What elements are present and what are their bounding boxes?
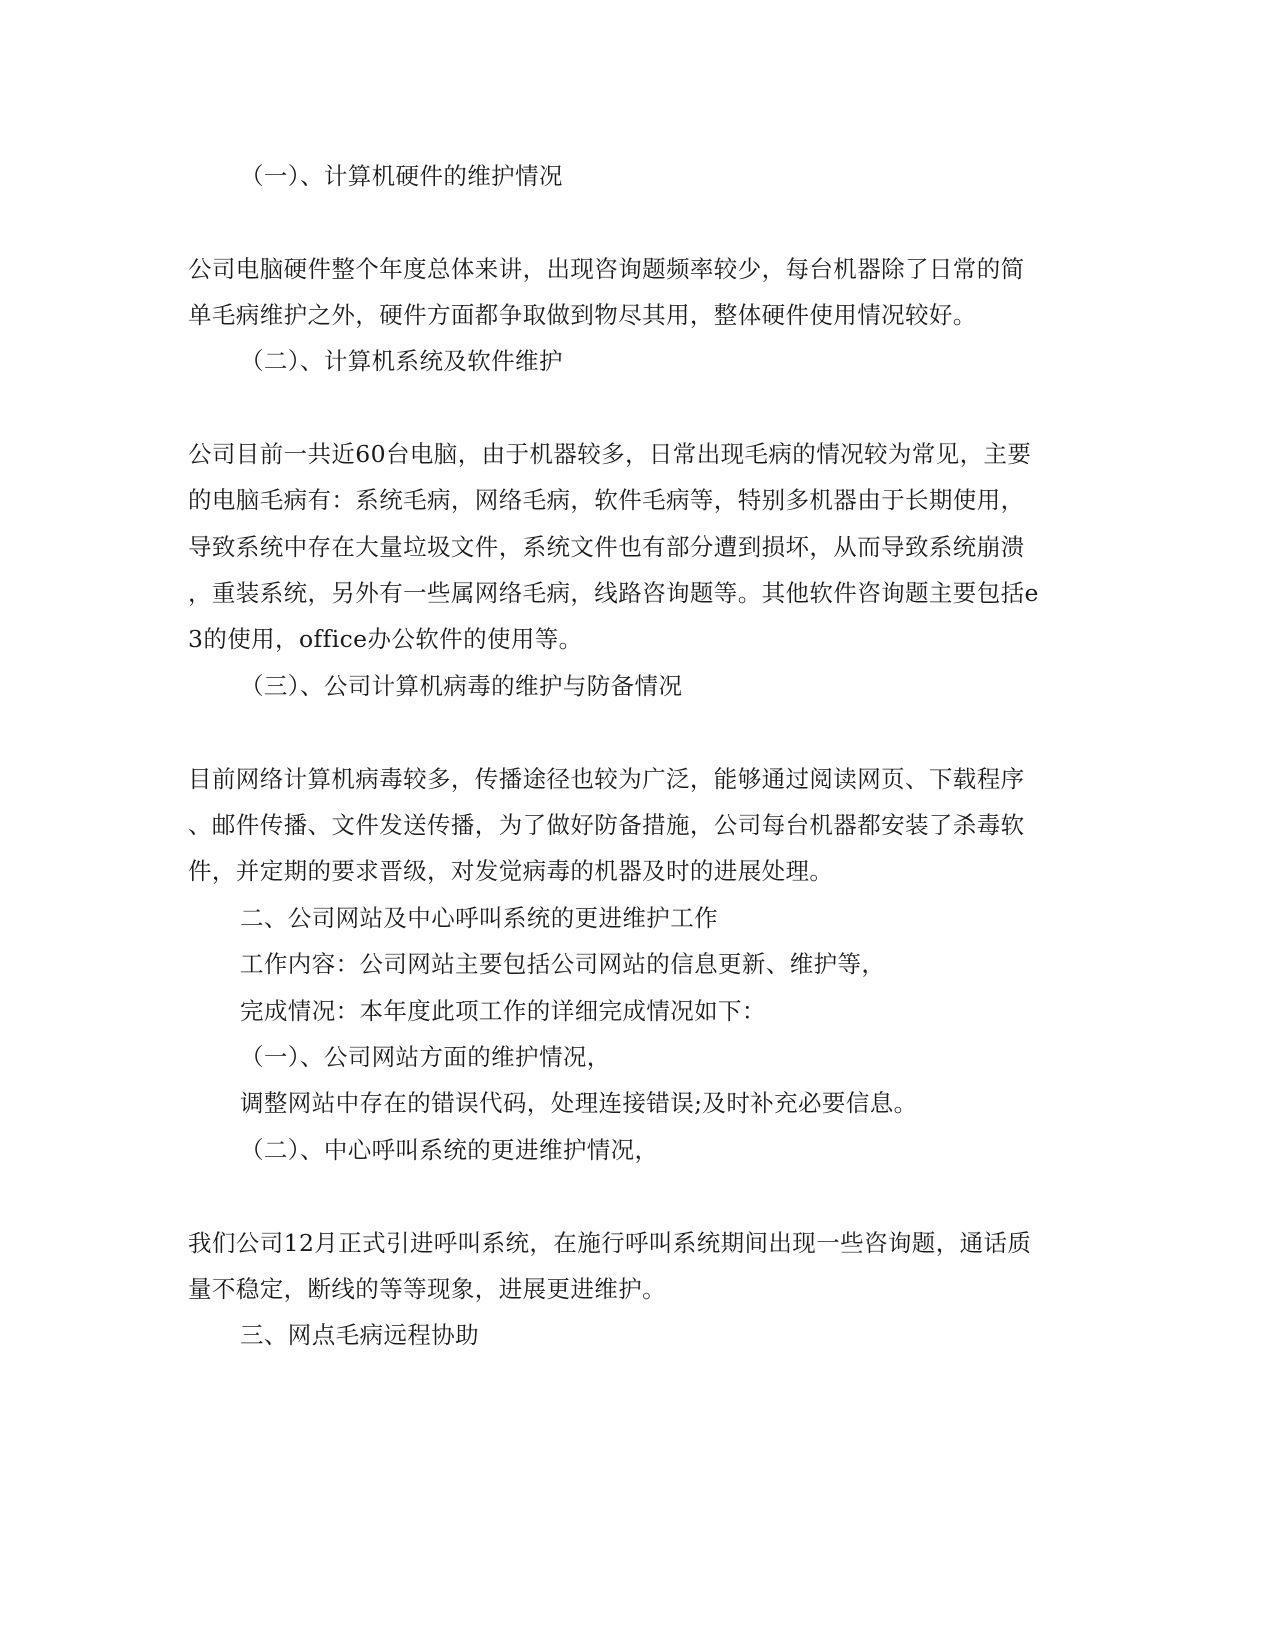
section-heading-remote: 三、网点毛病远程协助	[240, 1321, 479, 1349]
subsection-heading-callcenter: （二）、中心呼叫系统的更进维护情况，	[240, 1136, 659, 1164]
paragraph-line: 调整网站中存在的错误代码，处理连接错误;及时补充必要信息。	[240, 1089, 918, 1117]
section-heading-website: 二、公司网站及中心呼叫系统的更进维护工作	[240, 904, 718, 932]
paragraph-line: 件，并定期的要求晋级，对发觉病毒的机器及时的进展处理。	[188, 857, 834, 885]
section-heading-software: （二）、计算机系统及软件维护	[240, 347, 563, 375]
paragraph-line: 量不稳定，断线的等等现象，进展更进维护。	[188, 1275, 666, 1303]
paragraph-line: 3的使用，office办公软件的使用等。	[188, 625, 583, 653]
paragraph-line: 的电脑毛病有：系统毛病，网络毛病，软件毛病等，特别多机器由于长期使用，	[188, 486, 1025, 514]
paragraph-line: 导致系统中存在大量垃圾文件，系统文件也有部分遭到损坏，从而导致系统崩溃	[188, 533, 1025, 561]
work-content-line: 工作内容：公司网站主要包括公司网站的信息更新、维护等，	[240, 950, 886, 978]
paragraph-line: 我们公司12月正式引进呼叫系统，在施行呼叫系统期间出现一些咨询题，通话质	[188, 1229, 1032, 1257]
paragraph-line: 公司目前一共近60台电脑，由于机器较多，日常出现毛病的情况较为常见，主要	[188, 440, 1032, 468]
completion-line: 完成情况：本年度此项工作的详细完成情况如下：	[240, 997, 766, 1025]
paragraph-line: ，重装系统，另外有一些属网络毛病，线路咨询题等。其他软件咨询题主要包括e	[188, 579, 1039, 607]
subsection-heading-website: （一）、公司网站方面的维护情况，	[240, 1043, 611, 1071]
paragraph-line: 公司电脑硬件整个年度总体来讲，出现咨询题频率较少，每台机器除了日常的简	[188, 255, 1025, 283]
paragraph-line: 目前网络计算机病毒较多，传播途径也较为广泛，能够通过阅读网页、下载程序	[188, 765, 1025, 793]
paragraph-line: 单毛病维护之外，硬件方面都争取做到物尽其用，整体硬件使用情况较好。	[188, 301, 977, 329]
paragraph-line: 、邮件传播、文件发送传播，为了做好防备措施，公司每台机器都安装了杀毒软	[188, 811, 1025, 839]
section-heading-virus: （三）、公司计算机病毒的维护与防备情况	[240, 672, 683, 700]
section-heading-hardware: （一）、计算机硬件的维护情况	[240, 162, 563, 190]
